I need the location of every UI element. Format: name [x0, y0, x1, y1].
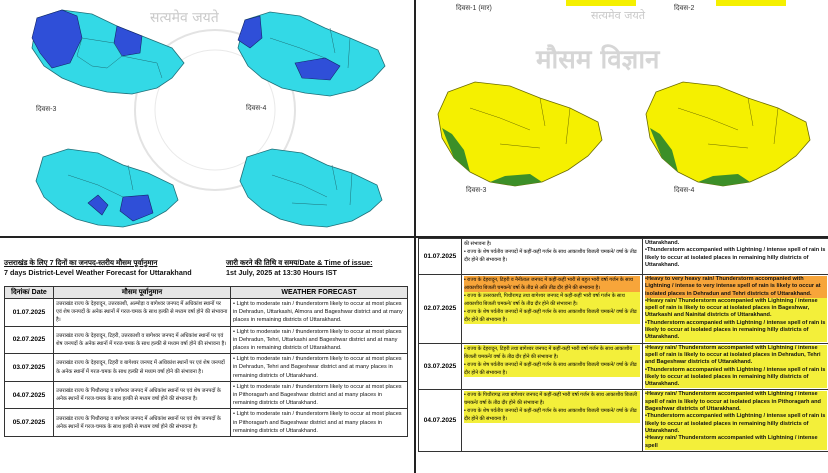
table-row [5, 381, 408, 409]
row-date: 04.07.2025 [5, 381, 54, 409]
row-date: 04.07.2025 [419, 390, 462, 451]
row-english-forecast: • Light to moderate rain / thunderstorm likely to occur at most places in Dehradun, Tehri, Uttarkashi and Bageshwar district and at many places in remaining districts of Uttarakhand. [231, 326, 408, 354]
row-english-warning: •Heavy rain/ Thunderstorm accompanied with Lightning / intense spell of rain is likely to occur at isolated places in Dehradun, Tehri and Bageshwar districts of Uttarakhand. •Thunderstorm accompanied with Lightning / intense spell of rain is likely to occur at isolated places in remaining hilly districts of Uttarakhand. [643, 343, 828, 390]
yellow-maps-panel [414, 0, 828, 236]
table-row [5, 299, 408, 327]
row-hindi-forecast: उत्तराखंड राज्य के देहरादून, टिहरी व बागेश्वर जनपद में अधिकांश स्थानों पर एवं शेष जनपदों के अनेक स्थानों में गरज-चमक के साथ हल्की से मध्यम वर्षा होने की संभावना है। [54, 354, 231, 382]
warning-table [418, 238, 828, 452]
issue-label: जारी करने की तिथि व समय/Date & Time of issue: [226, 258, 373, 267]
row-hindi-forecast: उत्तराखंड राज्य के पिथौरागढ़ व बागेश्वर जनपद में अधिकांश स्थानों पर एवं शेष जनपदों के अनेक स्थानों में गरज-चमक के साथ हल्की से मध्यम वर्षा होने की संभावना है। [54, 409, 231, 437]
warning-document [414, 236, 828, 473]
warning-map-day3 [430, 78, 610, 198]
row-hindi-warning: • राज्य के पिथौरागढ़ तथा बागेश्वर जनपद में कहीं-कहीं भारी वर्षा गर्जन के साथ आकाशीय बिजली चमकने/ वर्षा के तीव्र दौर होने की संभावना है। • राज्य के शेष पर्वतीय जनपदों में कहीं-कहीं गर्जन के साथ आकाशीय बिजली चमकने/ वर्षा के तीव्र दौर होने की संभावना है। [462, 390, 643, 451]
row-hindi-warning: की संभावना है। • राज्य के शेष पर्वतीय जनपदों में कहीं-कहीं गर्जन के साथ आकाशीय बिजली चमकने/ वर्षा के तीव्र दौर होने की संभावना है। [462, 239, 643, 275]
forecast-document [0, 236, 414, 473]
map-label-day1: दिवस-1 (मार) [456, 4, 492, 13]
row-hindi-forecast: उत्तराखंड राज्य के पिथौरागढ़ व बागेश्वर जनपद में अधिकांश स्थानों पर एवं शेष जनपदों के अनेक स्थानों में गरज-चमक के साथ हल्की से मध्यम वर्षा होने की संभावना है। [54, 381, 231, 409]
row-date: 01.07.2025 [5, 299, 54, 327]
row-date: 05.07.2025 [5, 409, 54, 437]
row-english-forecast: • Light to moderate rain / thunderstorm likely to occur at most places in Dehradun, Uttarkashi, Almora and Bageshwar district and at many places in remaining districts of Uttarakhand. [231, 299, 408, 327]
row-english-forecast: • Light to moderate rain / thunderstorm likely to occur at most places in Dehradun, Tehri and Bageshwar district and at many places in remaining districts of Uttarakhand. [231, 354, 408, 382]
row-english-forecast: • Light to moderate rain / thunderstorm likely to occur at most places in Pithoragarh and Bageshwar district and at many places in remaining districts of Uttarakhand. [231, 409, 408, 437]
col-date-header: दिनांक/ Date [5, 287, 54, 299]
district-map-day3 [28, 145, 188, 230]
doc-english-title: 7 days District-Level Weather Forecast for Uttarakhand [4, 268, 192, 277]
row-hindi-warning: • राज्य के देहरादून, टिहरी व नैनीताल जनपद में कहीं-कहीं भारी से बहुत भारी वर्षा गर्जन के साथ आकाशीय बिजली चमकने/ वर्षा के तीव्र से अति तीव्र दौर होने की संभावना है। • राज्य के उत्तरकाशी, पिथौरागढ़ तथा बागेश्वर जनपद में कहीं-कहीं भारी वर्षा गर्जन के साथ आकाशीय बिजली चमकने/ वर्षा के तीव्र दौर होने की संभावना है। • राज्य के शेष पर्वतीय जनपदों में कहीं-कहीं गर्जन के साथ आकाशीय बिजली चमकने/ वर्षा के तीव्र दौर होने की संभावना है। [462, 275, 643, 344]
row-date: 03.07.2025 [419, 343, 462, 390]
watermark-title: मौसम विज्ञान [536, 40, 659, 76]
col-hindi-header: मौसम पूर्वानुमान [54, 287, 231, 299]
table-row [5, 354, 408, 382]
row-english-warning: •Heavy rain/ Thunderstorm accompanied with Lightning / intense spell of rain is likely to occur at isolated places in Pithoragarh and Bageshwar districts of Uttarakhand. •Thunderstorm accompanied with Lightning / intense spell of rain is likely to occur at isolated places in remaining hilly districts of Uttarakhand. •Heavy rain/ Thunderstorm accompanied with Lightning / intense spell [643, 390, 828, 451]
warning-map-top-strips [416, 0, 828, 20]
forecast-table [4, 286, 408, 437]
table-row [5, 409, 408, 437]
watermark-text: सत्यमेव जयते [150, 8, 219, 27]
row-hindi-warning: • राज्य के देहरादून, टिहरी तथा बागेश्वर जनपद में कहीं-कहीं भारी वर्षा गर्जन के साथ आकाशीय बिजली चमकने/ वर्षा के तीव्र दौर होने की संभावना है। • राज्य के शेष पर्वतीय जनपदों में कहीं-कहीं गर्जन के साथ आकाशीय बिजली चमकने/ वर्षा के तीव्र दौर होने की संभावना है। [462, 343, 643, 390]
row-date: 02.07.2025 [419, 275, 462, 344]
table-header [5, 287, 408, 299]
issue-date: 1st July, 2025 at 13:30 Hours IST [226, 268, 337, 277]
map-label-day3: दिवस-3 [466, 186, 486, 195]
district-map-day4 [232, 145, 392, 230]
cyan-maps-panel [0, 0, 414, 236]
map-label-day4: दिवस-4 [246, 104, 266, 113]
row-english-warning: •Heavy to very heavy rain/ Thunderstorm accompanied with Lightning / intense to very intense spell of rain is likely to occur at isolated places in Dehradun and Tehri districts of Uttarakhand. •Heavy rain/ Thunderstorm accompanied with Lightning / intense spell of rain is likely to occur at isolated places in Bageshwar, Uttarkashi and Nainital districts of Uttarakhand. •Thunderstorm accompanied with Lightning / intense spell of rain is likely to occur at isolated places in remaining hilly districts of Uttarakhand. [643, 275, 828, 344]
district-map-day1 [22, 8, 192, 103]
map-label-day4: दिवस-4 [674, 186, 694, 195]
row-english-warning: Uttarakhand. •Thunderstorm accompanied with Lightning / intense spell of rain is likely to occur at isolated places in remaining hilly districts of Uttarakhand. [643, 239, 828, 275]
map-label-day3: दिवस-3 [36, 105, 56, 114]
row-english-forecast: • Light to moderate rain / thunderstorm likely to occur at most places in Pithoragarh and Bageshwar district and at many places in remaining districts of Uttarakhand. [231, 381, 408, 409]
row-date: 03.07.2025 [5, 354, 54, 382]
table-row [419, 239, 828, 275]
table-row [419, 343, 828, 390]
row-date: 01.07.2025 [419, 239, 462, 275]
row-date: 02.07.2025 [5, 326, 54, 354]
row-hindi-forecast: उत्तराखंड राज्य के देहरादून, टिहरी, उत्तरकाशी व बागेश्वर जनपद में अधिकांश स्थानों पर एवं शेष जनपदों के अनेक स्थानों में गरज-चमक के साथ हल्की से मध्यम वर्षा होने की संभावना है। [54, 326, 231, 354]
map-label-day2: दिवस-2 [674, 4, 694, 13]
doc-hindi-title: उत्तराखंड के लिए 7 दिनों का जनपद-स्तरीय मौसम पूर्वानुमान [4, 258, 157, 267]
district-map-day2 [230, 8, 390, 103]
watermark-text: सत्यमेव जयते [591, 8, 645, 23]
table-row [419, 275, 828, 344]
row-hindi-forecast: उत्तराखंड राज्य के देहरादून, उत्तरकाशी, अल्मोड़ा व बागेश्वर जनपद में अधिकांश स्थानों पर एवं शेष जनपदों के अनेक स्थानों में गरज-चमक के साथ हल्की से मध्यम वर्षा होने की संभावना है। [54, 299, 231, 327]
col-english-header: WEATHER FORECAST [231, 287, 408, 299]
table-row [419, 390, 828, 451]
table-row [5, 326, 408, 354]
warning-map-day4 [638, 78, 818, 198]
